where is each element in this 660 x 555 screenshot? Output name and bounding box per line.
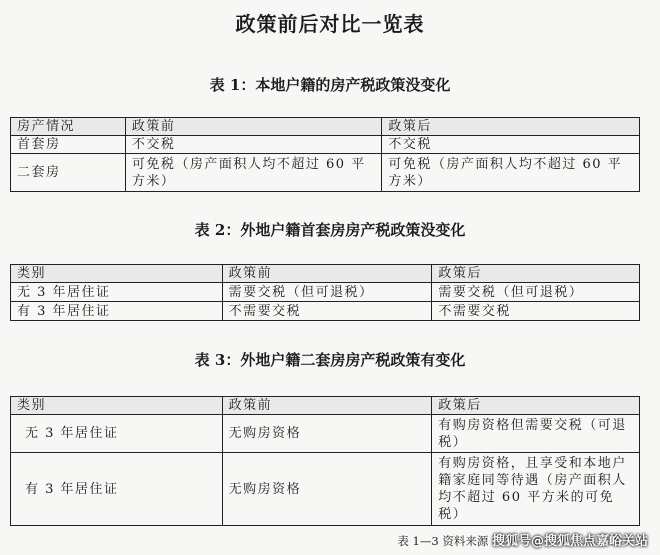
table-cell: 有 3 年居住证: [11, 302, 223, 321]
table-cell: 有 3 年居住证: [11, 453, 223, 526]
table-cell: 首套房: [11, 136, 126, 154]
table-cell: 不需要交税: [222, 302, 432, 321]
table3-header-cell: 政策后: [432, 397, 640, 415]
table-cell: 可免税（房产面积人均不超过 60 平方米）: [382, 154, 640, 192]
table1-caption: 表 1：本地户籍的房产税政策没变化: [209, 76, 451, 94]
table3-header-cell: 政策前: [222, 397, 432, 415]
table2: [10, 264, 640, 321]
page-title: 政策前后对比一览表: [235, 12, 425, 36]
table3: [10, 396, 640, 526]
table-cell: 二套房: [11, 154, 126, 192]
table-row: [11, 154, 640, 192]
table-cell: 无 3 年居住证: [11, 283, 223, 302]
table1: [10, 117, 640, 192]
table-cell: 可免税（房产面积人均不超过 60 平方米）: [125, 154, 382, 192]
table2-header-cell: 类别: [11, 265, 223, 283]
table-cell: 需要交税（但可退税）: [432, 283, 640, 302]
table-cell: 需要交税（但可退税）: [222, 283, 432, 302]
table1-header-cell: 政策后: [382, 118, 640, 136]
source-note-text: 表 1—3 资料来源: [397, 534, 489, 548]
table1-header-row: [11, 118, 640, 136]
table2-header-cell: 政策前: [222, 265, 432, 283]
table3-header-row: [11, 397, 640, 415]
table-cell: 有购房资格但需要交税（可退税）: [432, 415, 640, 453]
table-row: [11, 302, 640, 321]
table-cell: 无购房资格: [222, 453, 432, 526]
table-row: [11, 283, 640, 302]
table-row: [11, 136, 640, 154]
table-cell: 无购房资格: [222, 415, 432, 453]
table1-header-cell: 房产情况: [11, 118, 126, 136]
source-note: [360, 528, 660, 554]
table-cell: 无 3 年居住证: [11, 415, 223, 453]
table1-header-cell: 政策前: [125, 118, 382, 136]
table2-header-cell: 政策后: [432, 265, 640, 283]
table3-header-cell: 类别: [11, 397, 223, 415]
table3-caption: 表 3：外地户籍二套房房产税政策有变化: [194, 351, 466, 369]
table2-caption: 表 2：外地户籍首套房房产税政策没变化: [194, 221, 466, 239]
table-cell: 不需要交税: [432, 302, 640, 321]
watermark: 搜狐号@搜狐焦点嘉峪关站: [491, 534, 648, 549]
table-cell: 不交税: [125, 136, 382, 154]
table-row: [11, 453, 640, 526]
table-cell: 不交税: [382, 136, 640, 154]
table2-header-row: [11, 265, 640, 283]
table-row: [11, 415, 640, 453]
table-cell: 有购房资格，且享受和本地户籍家庭同等待遇（房产面积人均不超过 60 平方米的可免税）: [432, 453, 640, 526]
